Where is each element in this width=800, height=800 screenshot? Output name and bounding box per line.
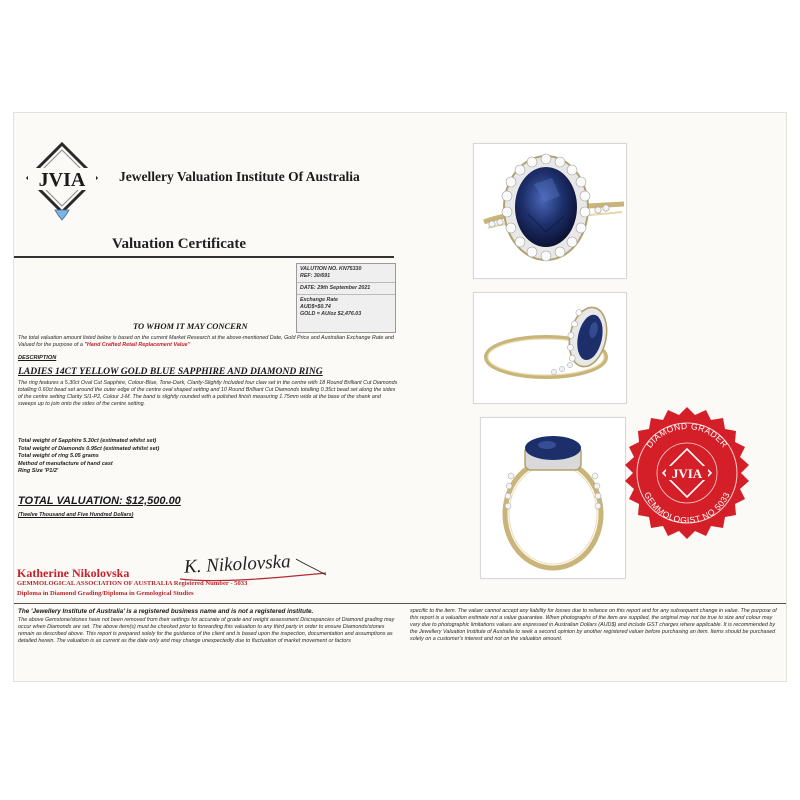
disclaimer-right: specific to the item. The valuer cannot accept any liability for losses due to reliance on this report and for any subsequent change in value. The purpose of this report is a valuation estimate not a value guarantee. When photographs of the item are supplied, the original may not be true to size and colour may vary due to photographic limitations values are expressed in Australian Dollars (AUD$) and include GST charges where applicable. It is recommended by the Jewellery Valuation Institute of Australia to seek a second opinion by another registered valuer before purchasing an item. Items should be purchased solely on a customer's interest and not on the valuation amount. [410,608,777,643]
valuation-number-section [297,264,395,283]
ring-photo-top [473,143,627,279]
seal-center-text: JVIA [671,466,703,481]
ring-photo-front [480,417,626,579]
intro-paragraph [18,335,398,349]
ring-photo-side [473,292,627,404]
weight-sapphire: Total weight of Sapphire 5.30ct (estimated whilst set) [18,438,157,444]
gold-price: GOLD = AU/oz $2,476.03 [300,311,362,317]
valuation-date: DATE: 29th September 2021 [300,285,371,291]
title-divider [14,256,394,258]
disclaimer-heading: The 'Jewellery Institute of Australia' is a registered business name and is not a registered institute. [18,608,314,615]
signer-name: Katherine Nikolovska [17,566,130,580]
logo-text: JVIA [38,169,86,191]
valuation-info-box [296,263,396,333]
footer-divider [14,603,786,604]
ring-description: The ring features a 5.30ct Oval Cut Sapphire, Colour-Blue, Tone-Dark, Clarity-Slightly Included four claw set in the centre with 18 Round Brilliant Cut Diamonds totalling 0.60ct bead set around the outer edge of the centre oval shaped setting and 10 Round Brilliant Cut Diamonds totalling 0.35ct bead set along the sides of the centre setting Clarity SI1-P2, Colour J-M. The band is slightly rounded with a polished finish measuring 1.75mm wide at the base of the shank and sweeps up to join onto the sides of the centre setting. [18,380,398,408]
date-section [297,283,395,295]
seal-bottom-text: GEMMOLOGIST NO 5033 [642,490,732,526]
seal-top-text: DIAMOND GRADER [644,420,730,450]
certificate-title: Valuation Certificate [112,236,247,252]
association-line: GEMMOLOGICAL ASSOCIATION OF AUSTRALIA Registered Number - 5033 [17,580,248,587]
method-of-manufacture: Method of manufacture of hand cast [18,460,113,467]
ring-side-illustration [474,293,626,403]
jvia-logo [22,140,102,222]
total-valuation: TOTAL VALUATION: $12,500.00 [18,495,181,507]
total-valuation-words: (Twelve Thousand and Five Hundred Dollars) [18,512,134,518]
ring-front-illustration [481,418,625,578]
intro-text: The total valuation amount listed below is based on the current Market Research at the above-mentioned Date, Gold Price and Australian Exchange Rate and Valued for the purpose of a [18,335,394,349]
rates-section [297,295,395,320]
reference-number: REF: 30/691 [300,273,331,279]
institute-name: Jewellery Valuation Institute Of Australia [119,169,360,184]
intro-highlight: "Hand Crafted Retail Replacement Value" [84,342,191,349]
description-label: DESCRIPTION [18,355,57,361]
signature-script: K. Nikolovska [183,551,292,578]
ring-top-illustration [474,144,626,278]
weight-ring: Total weight of ring 5.05 grams [18,453,99,460]
weights-list [18,438,318,476]
ring-size: Ring Size 'P1/2' [18,468,59,475]
disclaimer-left: The above Gemstone/stones have not been removed from their settings for accurate of grade and weight assessment Discrepancies of Diamond grading may occur when Diamonds are set. The above item(s) must be checked prior to forwarding this valuation to any third party in order to ensure Diamonds/stones remain as described above. This report is prepared solely for the guidance of the client and is based upon the inspection, documentation and assumptions as detailed herein. The valuation is as current as the date only and may change unexpectedly due to fluctuation of market movement or factors [18,617,395,645]
diploma-line: Diploma in Diamond Grading/Diploma in Gemological Studies [17,590,194,597]
exchange-rate-value: AUD$=$0.74 [300,304,331,310]
exchange-rate-label: Exchange Rate [300,297,338,303]
weight-diamonds: Total weight of Diamonds 0.95ct (estimated whilst set) [18,445,160,452]
diamond-grader-seal [619,405,755,541]
to-whom-heading: TO WHOM IT MAY CONCERN [133,321,248,331]
ring-title: LADIES 14CT YELLOW GOLD BLUE SAPPHIRE AND DIAMOND RING [18,366,323,377]
valuation-number: VALUTION NO. KN75330 [300,266,362,272]
